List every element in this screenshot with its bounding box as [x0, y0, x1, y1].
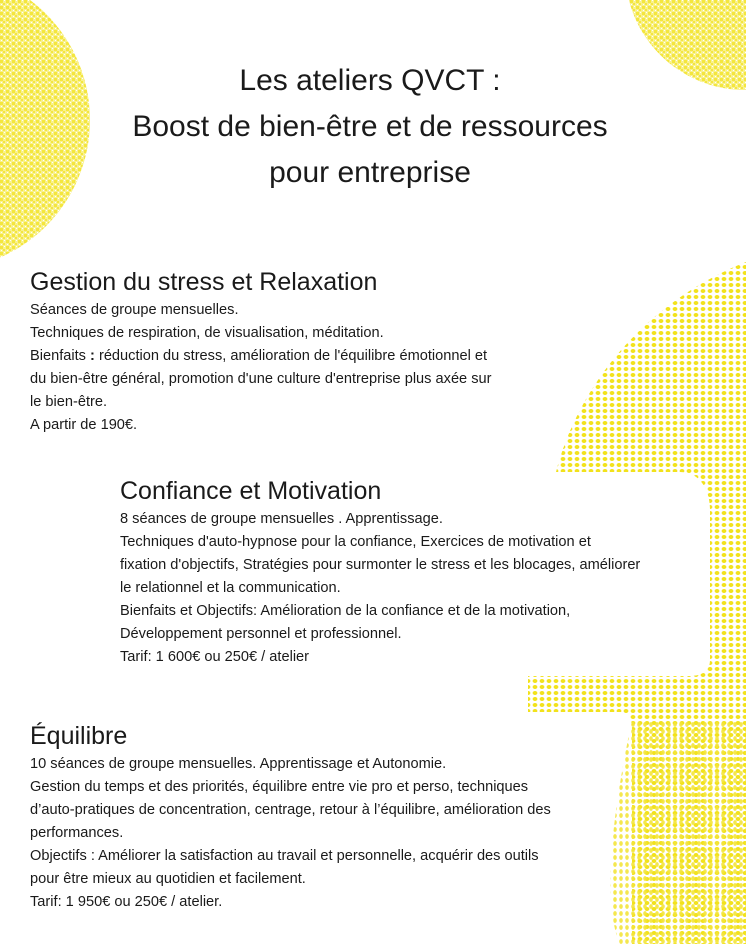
page-title: [0, 58, 740, 196]
deco-shape-right-lower: [610, 720, 746, 944]
section-line: Séances de groupe mensuelles.: [30, 302, 239, 318]
section-line: le relationnel et la communication.: [120, 580, 341, 596]
benefits-label: Bienfaits: [30, 348, 91, 364]
section-line: Bienfaits et Objectifs: Amélioration de la confiance et de la motivation,: [120, 603, 571, 619]
benefits-colon: :: [90, 348, 95, 364]
section-line: fixation d'objectifs, Stratégies pour surmonter le stress et les blocages, améliorer: [120, 557, 641, 573]
section-heading: Équilibre: [30, 722, 128, 750]
section-line: Techniques d'auto-hypnose pour la confiance, Exercices de motivation et: [120, 534, 591, 550]
section-heading: Confiance et Motivation: [120, 477, 382, 505]
section-line: Objectifs : Améliorer la satisfaction au travail et personnelle, acquérir des outils: [30, 848, 539, 864]
section-equilibre: [30, 720, 551, 914]
title-line-1: Les ateliers QVCT :: [239, 64, 501, 97]
title-line-2: Boost de bien-être et de ressources: [132, 110, 608, 143]
title-line-3: pour entreprise: [269, 156, 471, 189]
section-body: [120, 508, 640, 669]
section-body: [30, 753, 551, 914]
section-line: Gestion du temps et des priorités, équilibre entre vie pro et perso, techniques: [30, 779, 529, 795]
section-line: Tarif: 1 950€ ou 250€ / atelier.: [30, 894, 223, 910]
section-line: performances.: [30, 825, 124, 841]
benefits-text: réduction du stress, amélioration de l'équilibre émotionnel et: [94, 348, 488, 364]
section-stress-relaxation: [30, 266, 492, 437]
section-confidence-motivation: [120, 475, 640, 669]
section-line: 8 séances de groupe mensuelles . Apprentissage.: [120, 511, 443, 527]
section-line: d’auto-pratiques de concentration, centrage, retour à l’équilibre, amélioration des: [30, 802, 551, 818]
section-line: Techniques de respiration, de visualisation, méditation.: [30, 325, 384, 341]
section-line: [30, 345, 492, 368]
section-line: A partir de 190€.: [30, 417, 138, 433]
section-line: 10 séances de groupe mensuelles. Apprentissage et Autonomie.: [30, 756, 447, 772]
section-line: Tarif: 1 600€ ou 250€ / atelier: [120, 649, 310, 665]
section-line: du bien-être général, promotion d'une culture d'entreprise plus axée sur: [30, 371, 492, 387]
section-line: pour être mieux au quotidien et facilement.: [30, 871, 306, 887]
section-line: le bien-être.: [30, 394, 108, 410]
section-heading: Gestion du stress et Relaxation: [30, 268, 378, 296]
section-line: Développement personnel et professionnel.: [120, 626, 402, 642]
section-body: [30, 299, 492, 437]
